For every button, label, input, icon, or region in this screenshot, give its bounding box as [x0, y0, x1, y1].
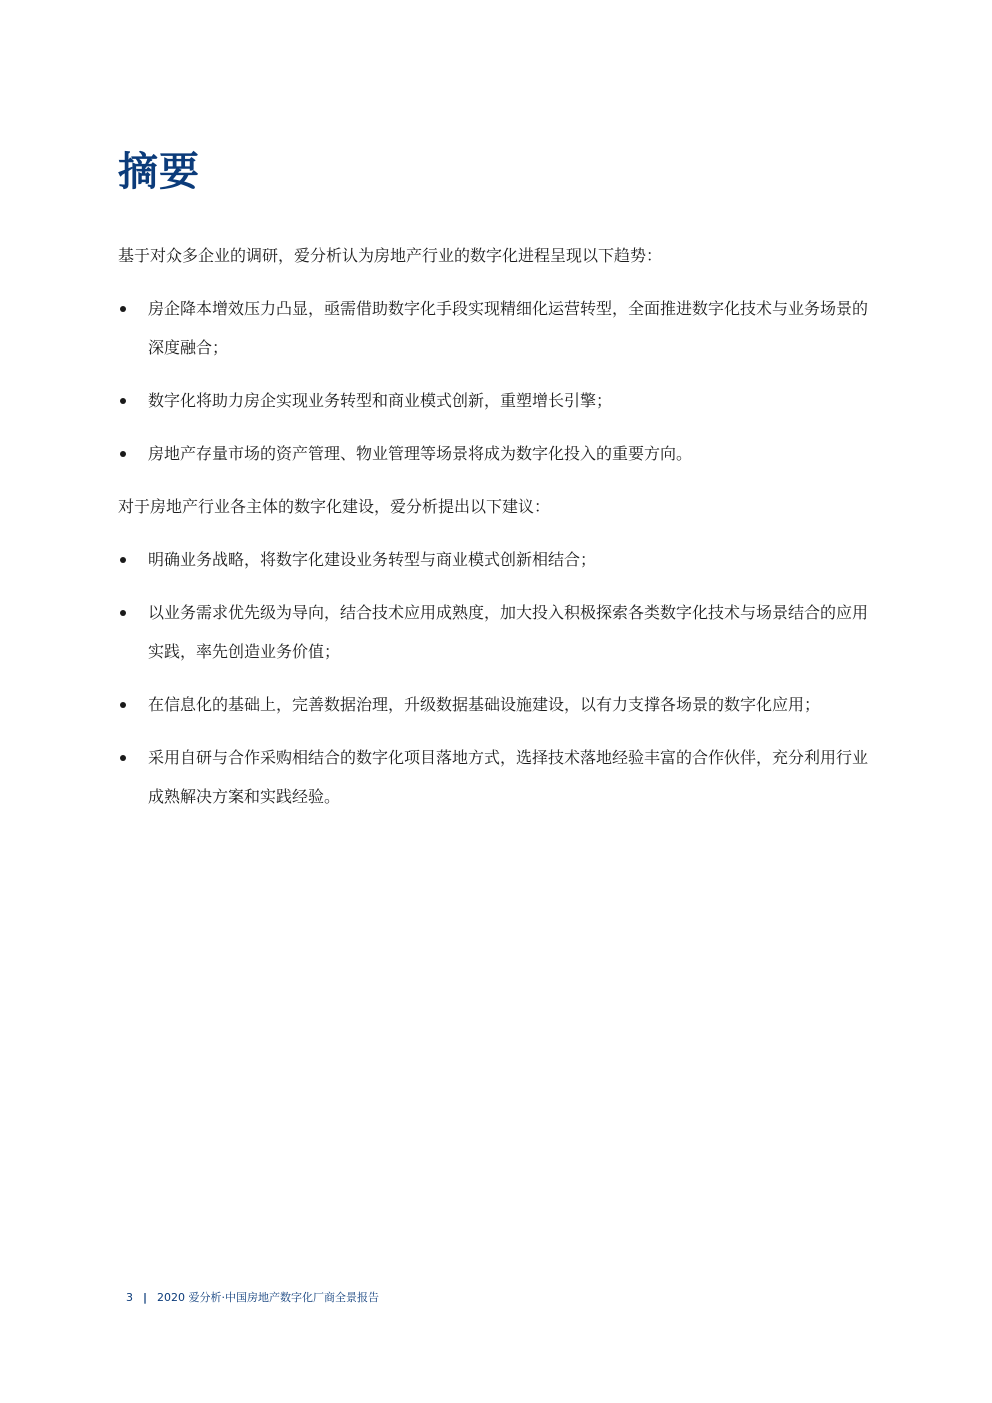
list-item [118, 738, 878, 816]
bullet-icon [120, 306, 126, 312]
page-number: 3 [126, 1291, 133, 1304]
list-item-text: 房地产存量市场的资产管理、物业管理等场景将成为数字化投入的重要方向。 [148, 444, 693, 463]
list-item [118, 540, 878, 579]
list-item [118, 289, 878, 367]
list-item-text: 明确业务战略，将数字化建设业务转型与商业模式创新相结合； [148, 550, 597, 569]
list-item [118, 593, 878, 671]
list-item-text: 采用自研与合作采购相结合的数字化项目落地方式，选择技术落地经验丰富的合作伙伴，充分利用行业成熟解决方案和实践经验。 [148, 748, 869, 806]
list-item-text: 在信息化的基础上，完善数据治理，升级数据基础设施建设，以有力支撑各场景的数字化应用； [148, 695, 821, 714]
footer-separator: | [143, 1291, 148, 1304]
suggestions-intro: 对于房地产行业各主体的数字化建设，爱分析提出以下建议： [118, 497, 551, 516]
bullet-icon [120, 755, 126, 761]
page-footer [126, 1290, 379, 1306]
list-item-text: 数字化将助力房企实现业务转型和商业模式创新，重塑增长引擎； [148, 391, 613, 410]
suggestions-list [118, 540, 878, 816]
bullet-icon [120, 702, 126, 708]
list-item [118, 434, 878, 473]
bullet-icon [120, 557, 126, 563]
trends-intro: 基于对众多企业的调研，爱分析认为房地产行业的数字化进程呈现以下趋势： [118, 246, 663, 265]
trends-list [118, 289, 878, 473]
list-item [118, 381, 878, 420]
report-title: 2020 爱分析·中国房地产数字化厂商全景报告 [157, 1291, 380, 1304]
bullet-icon [120, 610, 126, 616]
bullet-icon [120, 398, 126, 404]
page-title: 摘要 [118, 149, 200, 195]
list-item-text: 以业务需求优先级为导向，结合技术应用成熟度，加大投入积极探索各类数字化技术与场景结合的应用实践，率先创造业务价值； [148, 603, 869, 661]
summary-content [118, 236, 878, 816]
list-item-text: 房企降本增效压力凸显，亟需借助数字化手段实现精细化运营转型，全面推进数字化技术与业务场景的深度融合； [148, 299, 869, 357]
bullet-icon [120, 451, 126, 457]
list-item [118, 685, 878, 724]
